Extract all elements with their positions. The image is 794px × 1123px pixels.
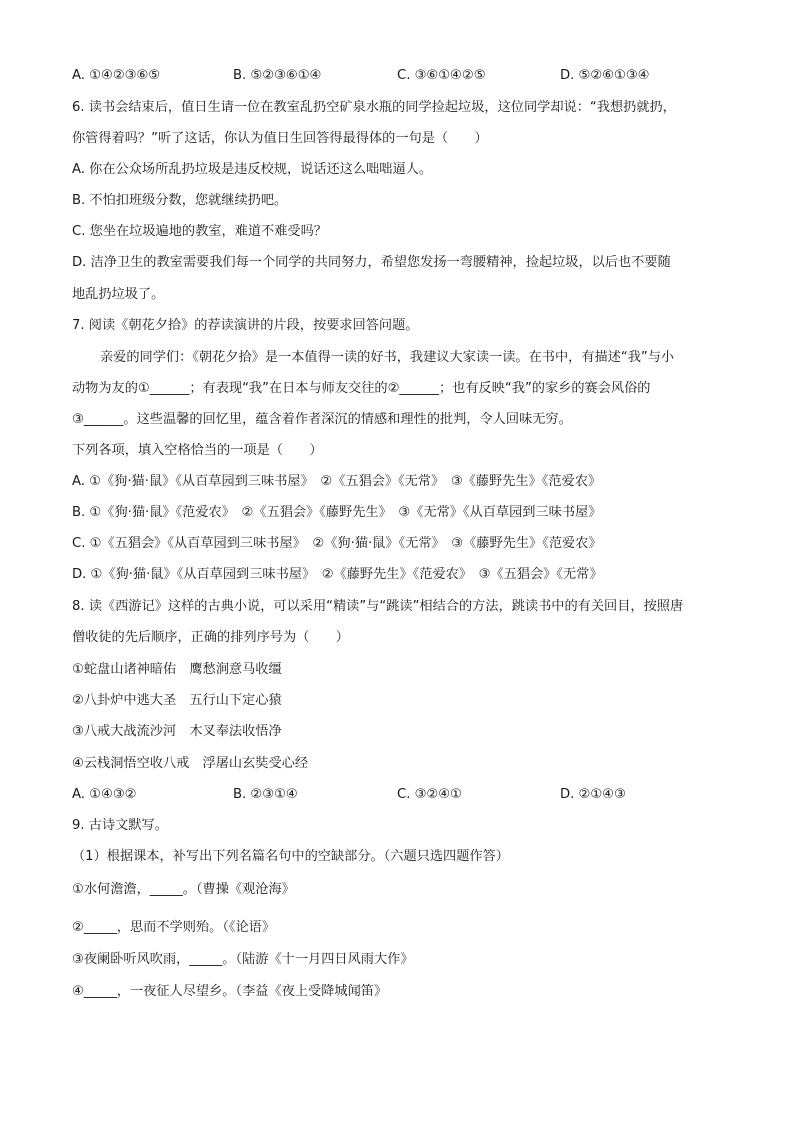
q6-stem-line-2: 你管得着吗？”听了这话，你认为值日生回答得最得体的一句是（ ） — [72, 131, 488, 146]
q7-passage-line-3: ③______。这些温馨的回忆里，蕴含着作者深沉的情感和理性的批判，令人回味无穷。 — [72, 412, 572, 427]
q7-passage-line-2: 动物为友的①______；有表现“我”在日本与师友交往的②______；也有反映“我”的家乡的赛会风俗的 — [72, 381, 651, 396]
q5-option-d: D. ⑤②⑥①③④ — [560, 68, 650, 83]
q7-option-a: A. ①《狗·猫·鼠》《从百草园到三味书屋》 ②《五猖会》《无常》 ③《藤野先生》《范爱农》 — [72, 474, 602, 489]
q8-item-3: ③八戒大战流沙河 木叉奉法收悟净 — [72, 724, 282, 739]
q7-prompt: 下列各项，填入空格恰当的一项是（ ） — [72, 443, 323, 458]
q6-stem-line-1: 6. 读书会结束后，值日生请一位在教室乱扔空矿泉水瓶的同学捡起垃圾，这位同学却说：“我想扔就扔， — [72, 100, 676, 115]
q8-item-4: ④云栈洞悟空收八戒 浮屠山玄奘受心经 — [72, 756, 309, 771]
q9-sub-instruction: （1）根据课本，补写出下列名篇名句中的空缺部分。（六题只选四题作答） — [72, 849, 509, 864]
q8-item-2: ②八卦炉中逃大圣 五行山下定心猿 — [72, 693, 282, 708]
q6-option-d-cont: 地乱扔垃圾了。 — [72, 287, 165, 302]
q7-stem: 7. 阅读《朝花夕拾》的荐读演讲的片段，按要求回答问题。 — [72, 318, 419, 333]
q7-passage-line-1: 亲爱的同学们：《朝花夕拾》是一本值得一读的好书，我建议大家读一读。在书中，有描述“我”与小 — [100, 350, 675, 365]
q9-line-1: ①水何澹澹，_____。（曹操《观沧海》 — [72, 882, 295, 897]
q9-line-2: ②_____，思而不学则殆。（《论语》 — [72, 920, 276, 935]
q5-option-a: A. ①④②③⑥⑤ — [72, 68, 161, 83]
q8-stem-line-2: 僧收徒的先后顺序，正确的排列序号为（ ） — [72, 630, 349, 645]
q7-option-d: D. ①《狗·猫·鼠》《从百草园到三味书屋》 ②《藤野先生》《范爱农》 ③《五猖会》《无常》 — [72, 567, 603, 582]
q6-option-b: B. 不怕扣班级分数，您就继续扔吧。 — [72, 193, 288, 208]
q8-option-a: A. ①④③② — [72, 787, 137, 802]
q8-option-c: C. ③②④① — [397, 787, 462, 802]
q8-option-b: B. ②③①④ — [233, 787, 298, 802]
q9-line-3: ③夜阑卧听风吹雨，_____。（陆游《十一月四日风雨大作》 — [72, 952, 414, 967]
q9-line-4: ④_____，一夜征人尽望乡。（李益《夜上受降城闻笛》 — [72, 984, 388, 999]
q6-option-a: A. 你在公众场所乱扔垃圾是违反校规，说话还这么咄咄逼人。 — [72, 162, 433, 177]
q7-option-b: B. ①《狗·猫·鼠》《范爱农》 ②《五猖会》《藤野先生》 ③《无常》《从百草园到三味书屋》 — [72, 505, 602, 520]
q9-stem: 9. 古诗文默写。 — [72, 818, 168, 833]
q8-option-d: D. ②①④③ — [560, 787, 626, 802]
q5-option-b: B. ⑤②③⑥①④ — [233, 68, 322, 83]
q6-option-d: D. 洁净卫生的教室需要我们每一个同学的共同努力，希望您发扬一弯腰精神，捡起垃圾，以后也不要随 — [72, 255, 671, 270]
q8-item-1: ①蛇盘山诸神暗佑 鹰愁涧意马收缰 — [72, 662, 282, 677]
q5-option-c: C. ③⑥①④②⑤ — [397, 68, 486, 83]
q7-option-c: C. ①《五猖会》《从百草园到三味书屋》 ②《狗·猫·鼠》《无常》 ③《藤野先生》《范爱农》 — [72, 536, 602, 551]
q8-stem-line-1: 8. 读《西游记》这样的古典小说，可以采用“精读”与“跳读”相结合的方法，跳读书中的有关回目，按照唐 — [72, 599, 684, 614]
q6-option-c: C. 您坐在垃圾遍地的教室，难道不难受吗？ — [72, 224, 327, 239]
